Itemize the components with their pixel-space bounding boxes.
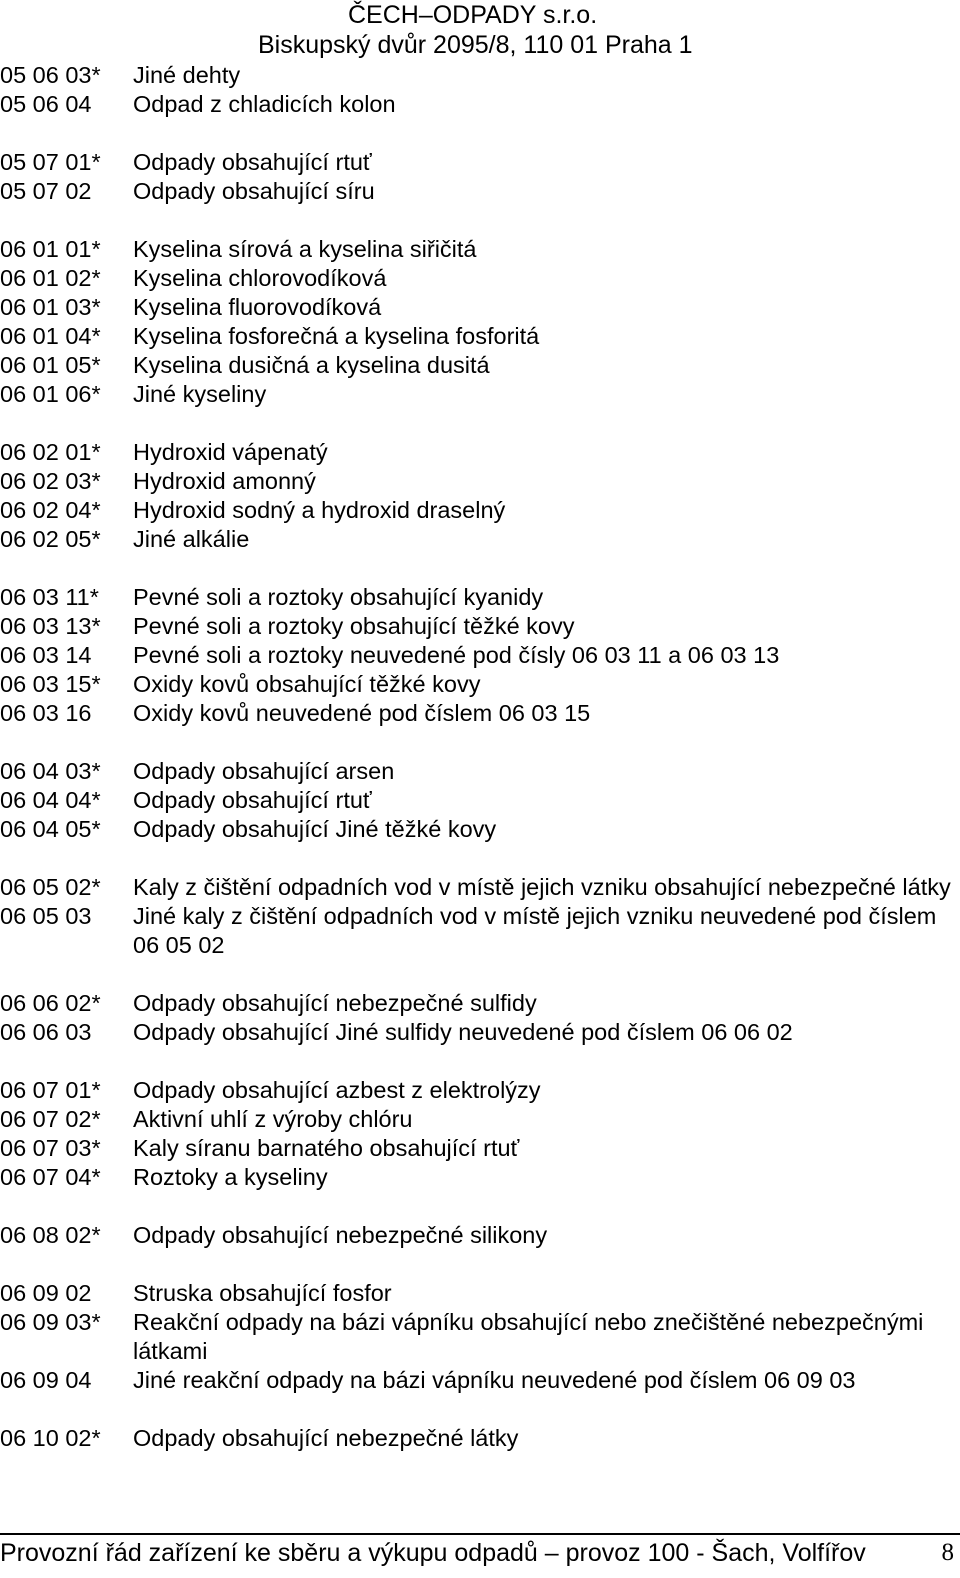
waste-code: 06 02 04*	[0, 497, 101, 523]
group-spacer	[0, 844, 960, 873]
waste-row	[0, 351, 960, 380]
waste-row	[0, 148, 960, 177]
waste-code: 06 04 04*	[0, 787, 101, 813]
waste-description: Odpady obsahující nebezpečné látky	[133, 1425, 519, 1451]
waste-code: 06 06 02*	[0, 990, 101, 1016]
waste-code: 05 06 04	[0, 91, 92, 117]
waste-code: 06 04 05*	[0, 816, 101, 842]
waste-description: Roztoky a kyseliny	[133, 1164, 328, 1190]
waste-code: 06 09 03*	[0, 1309, 101, 1335]
waste-code: 05 06 03*	[0, 62, 101, 88]
waste-code: 06 01 01*	[0, 236, 101, 262]
waste-description: Odpad z chladicích kolon	[133, 91, 396, 117]
waste-row	[0, 1134, 960, 1163]
waste-description: Odpady obsahující rtuť	[133, 149, 372, 175]
waste-code: 06 01 05*	[0, 352, 101, 378]
waste-row	[0, 1105, 960, 1134]
waste-description: Jiné kyseliny	[133, 381, 267, 407]
waste-code: 06 01 03*	[0, 294, 101, 320]
waste-row	[0, 293, 960, 322]
waste-description: Odpady obsahující rtuť	[133, 787, 372, 813]
waste-row	[0, 322, 960, 351]
waste-description: Kyselina fluorovodíková	[133, 294, 382, 320]
waste-row	[0, 177, 960, 206]
waste-row	[0, 264, 960, 293]
page-footer	[0, 1533, 960, 1571]
waste-description: Hydroxid amonný	[133, 468, 316, 494]
waste-code: 06 09 04	[0, 1367, 92, 1393]
group-spacer	[0, 728, 960, 757]
waste-description: Kyselina dusičná a kyselina dusitá	[133, 352, 490, 378]
waste-row	[0, 380, 960, 409]
waste-row	[0, 815, 960, 844]
group-spacer	[0, 409, 960, 438]
waste-description: Oxidy kovů neuvedené pod číslem 06 03 15	[133, 700, 591, 726]
waste-description: Kyselina chlorovodíková	[133, 265, 387, 291]
group-spacer	[0, 554, 960, 583]
waste-code: 06 03 14	[0, 642, 92, 668]
waste-description: Aktivní uhlí z výroby chlóru	[133, 1106, 413, 1132]
waste-row	[0, 1366, 960, 1395]
footer-text: Provozní řád zařízení ke sběru a výkupu odpadů – provoz 100 - Šach, Volfířov	[0, 1539, 866, 1567]
group-spacer	[0, 119, 960, 148]
waste-code: 06 03 15*	[0, 671, 101, 697]
waste-code: 06 02 01*	[0, 439, 101, 465]
waste-row	[0, 496, 960, 525]
group-spacer	[0, 1047, 960, 1076]
waste-description: Odpady obsahující azbest z elektrolýzy	[133, 1077, 541, 1103]
waste-row	[0, 1018, 960, 1047]
waste-row	[0, 583, 960, 612]
waste-description: Odpady obsahující Jiné sulfidy neuvedené pod číslem 06 06 02	[133, 1019, 793, 1045]
waste-code: 06 02 05*	[0, 526, 101, 552]
waste-row	[0, 235, 960, 264]
waste-code: 06 08 02*	[0, 1222, 101, 1248]
waste-code: 06 10 02*	[0, 1425, 101, 1451]
waste-description: Kyselina fosforečná a kyselina fosforitá	[133, 323, 540, 349]
waste-code: 06 03 11*	[0, 584, 99, 610]
waste-code: 06 01 04*	[0, 323, 101, 349]
waste-row	[0, 1308, 960, 1366]
waste-description: Jiné kaly z čištění odpadních vod v místě jejich vzniku neuvedené pod číslem 06 05 02	[133, 903, 937, 958]
waste-row	[0, 61, 960, 90]
waste-row	[0, 438, 960, 467]
waste-row	[0, 670, 960, 699]
waste-code: 06 03 16	[0, 700, 92, 726]
company-name: ČECH–ODPADY s.r.o.	[348, 1, 598, 29]
waste-code: 06 07 01*	[0, 1077, 101, 1103]
waste-code: 05 07 02	[0, 178, 92, 204]
waste-description: Jiné alkálie	[133, 526, 250, 552]
waste-description: Oxidy kovů obsahující těžké kovy	[133, 671, 481, 697]
waste-code: 06 07 02*	[0, 1106, 101, 1132]
waste-code: 06 05 03	[0, 903, 92, 929]
waste-row	[0, 90, 960, 119]
waste-description: Reakční odpady na bázi vápníku obsahující nebo znečištěné nebezpečnými látkami	[133, 1309, 924, 1364]
waste-description: Jiné dehty	[133, 62, 241, 88]
waste-row	[0, 525, 960, 554]
waste-row	[0, 612, 960, 641]
waste-code: 06 07 04*	[0, 1164, 101, 1190]
waste-description: Kaly síranu barnatého obsahující rtuť	[133, 1135, 520, 1161]
waste-row	[0, 989, 960, 1018]
waste-row	[0, 1076, 960, 1105]
waste-code: 06 01 06*	[0, 381, 101, 407]
waste-code: 06 07 03*	[0, 1135, 101, 1161]
group-spacer	[0, 960, 960, 989]
waste-code: 06 02 03*	[0, 468, 101, 494]
waste-code: 06 01 02*	[0, 265, 101, 291]
waste-code: 06 03 13*	[0, 613, 101, 639]
waste-row	[0, 641, 960, 670]
waste-description: Kaly z čištění odpadních vod v místě jejich vzniku obsahující nebezpečné látky	[133, 874, 951, 900]
waste-row	[0, 1279, 960, 1308]
waste-row	[0, 1424, 960, 1453]
waste-code: 06 06 03	[0, 1019, 92, 1045]
waste-description: Struska obsahující fosfor	[133, 1280, 392, 1306]
waste-code: 06 04 03*	[0, 758, 101, 784]
waste-code: 06 09 02	[0, 1280, 92, 1306]
page-header	[0, 0, 960, 62]
waste-code-list	[0, 61, 960, 1453]
waste-description: Odpady obsahující arsen	[133, 758, 395, 784]
waste-row	[0, 902, 960, 960]
waste-row	[0, 699, 960, 728]
waste-description: Hydroxid vápenatý	[133, 439, 328, 465]
waste-row	[0, 467, 960, 496]
group-spacer	[0, 1395, 960, 1424]
waste-description: Pevné soli a roztoky obsahující těžké kovy	[133, 613, 575, 639]
waste-description: Jiné reakční odpady na bázi vápníku neuvedené pod číslem 06 09 03	[133, 1367, 856, 1393]
waste-description: Pevné soli a roztoky neuvedené pod čísly 06 03 11 a 06 03 13	[133, 642, 780, 668]
waste-description: Hydroxid sodný a hydroxid draselný	[133, 497, 506, 523]
group-spacer	[0, 1250, 960, 1279]
waste-description: Odpady obsahující síru	[133, 178, 375, 204]
waste-code: 05 07 01*	[0, 149, 101, 175]
waste-description: Pevné soli a roztoky obsahující kyanidy	[133, 584, 544, 610]
page-number: 8	[941, 1539, 954, 1566]
waste-row	[0, 786, 960, 815]
waste-description: Kyselina sírová a kyselina siřičitá	[133, 236, 477, 262]
waste-description: Odpady obsahující Jiné těžké kovy	[133, 816, 497, 842]
group-spacer	[0, 1192, 960, 1221]
waste-row	[0, 1221, 960, 1250]
waste-row	[0, 1163, 960, 1192]
waste-description: Odpady obsahující nebezpečné silikony	[133, 1222, 548, 1248]
waste-description: Odpady obsahující nebezpečné sulfidy	[133, 990, 537, 1016]
waste-row	[0, 757, 960, 786]
waste-code: 06 05 02*	[0, 874, 101, 900]
company-address: Biskupský dvůr 2095/8, 110 01 Praha 1	[258, 31, 693, 59]
group-spacer	[0, 206, 960, 235]
waste-row	[0, 873, 960, 902]
